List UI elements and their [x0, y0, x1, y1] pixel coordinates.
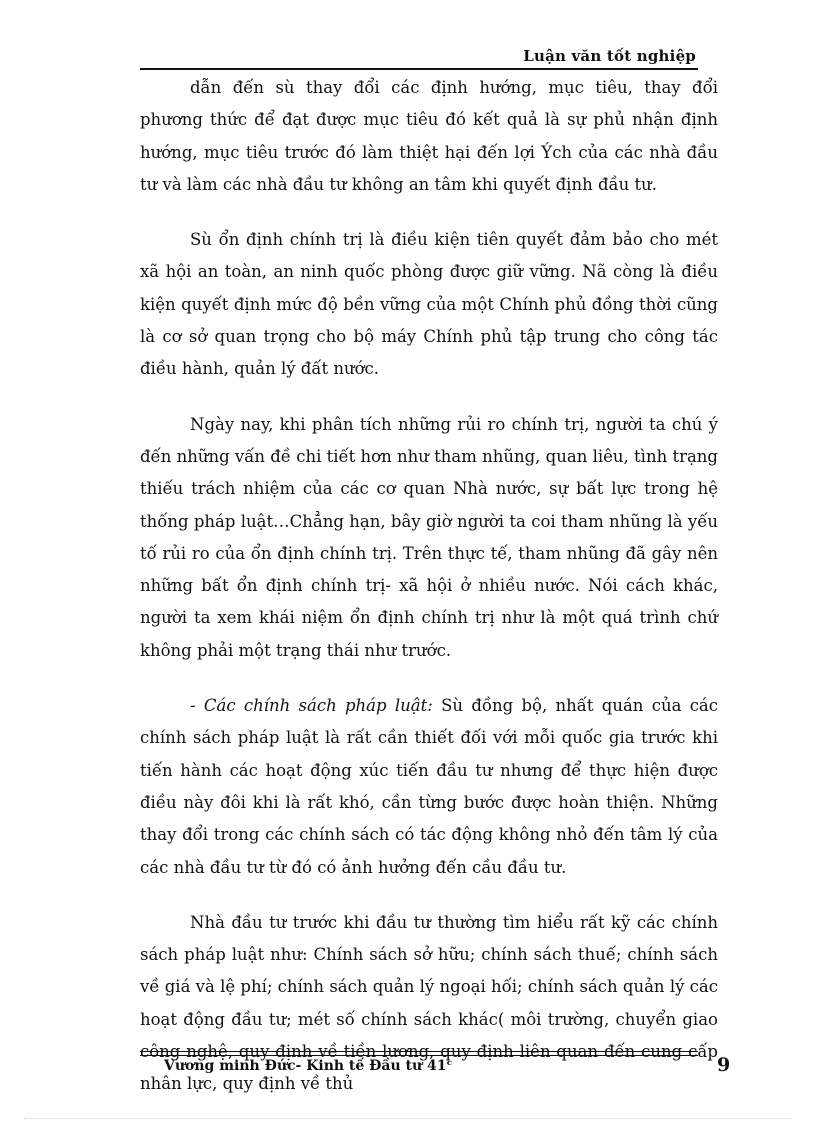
paragraph-3: Ngày nay, khi phân tích những rủi ro chính trị, người ta chú ý đến những vấn đề chi tiết hơn như tham nhũng, quan liêu, tình trạng thiếu trách nhiệm của các cơ quan Nhà nước, sự bất lực trong hệ thống pháp luật…Chẳng hạn, bây giờ người ta coi tham nhũng là yếu tố rủi ro của ổn định chính trị. Trên thực tế, tham nhũng đã gây nên những bất ổn định chính trị- xã hội ở nhiều nước. Nói cách khác, người ta xem khái niệm ổn định chính trị như là một quá trình chứ không phải một trạng thái như trước.	[140, 414, 718, 660]
footer-author: Vương minh Đức- Kinh tế Đầu tư 41ᶜ	[164, 1058, 453, 1074]
paragraph-4-rest: Sù đồng bộ, nhất quán của các chính sách pháp luật là rất cần thiết đối với mỗi quốc gia trước khi tiến hành các hoạt động xúc tiến đầu tư nhưng để thực hiện được điều này đôi khi là rất khó, cần từng bước được hoàn thiện. Những thay đổi trong các chính sách có tác động không nhỏ đến tâm lý của các nhà đầu tư từ đó có ảnh hưởng đến cầu đầu tư.	[140, 696, 719, 877]
header-title: Luận văn tốt nghiệp	[523, 47, 696, 65]
page-edge-dots	[24, 1118, 792, 1119]
footer-rule-top	[140, 1051, 698, 1052]
header-rule	[140, 68, 698, 70]
paragraph-4	[140, 690, 718, 884]
page-number: 9	[717, 1054, 731, 1076]
paragraph-1: dẫn đến sù thay đổi các định hướng, mục tiêu, thay đổi phương thức để đạt được mục tiêu đó kết quả là sự phủ nhận định hướng, mục tiêu trước đó làm thiệt hại đến lợi Ých của các nhà đầu tư và làm các nhà đầu tư không an tâm khi quyết định đầu tư.	[140, 78, 718, 194]
body-text	[140, 72, 718, 1101]
paragraph-5: Nhà đầu tư trước khi đầu tư thường tìm hiểu rất kỹ các chính sách pháp luật như: Chính sách sở hữu; chính sách thuế; chính sách về giá và lệ phí; chính sách quản lý ngoại hối; chính sách quản lý các hoạt động đầu tư; mét số chính sách khác( môi trường, chuyển giao công nghệ, quy định về tiền lương, quy định liên quan đến cung cấp nhân lực, quy định về thủ	[140, 912, 718, 1094]
footer-rule-bottom	[140, 1055, 698, 1056]
paragraph-2: Sù ổn định chính trị là điều kiện tiên quyết đảm bảo cho mét xã hội an toàn, an ninh quốc phòng được giữ vững. Nã còng là điều kiện quyết định mức độ bền vững của một Chính phủ đồng thời cũng là cơ sở quan trọng cho bộ máy Chính phủ tập trung cho công tác điều hành, quản lý đất nước.	[140, 230, 718, 379]
paragraph-4-lead: - Các chính sách pháp luật:	[190, 696, 433, 716]
